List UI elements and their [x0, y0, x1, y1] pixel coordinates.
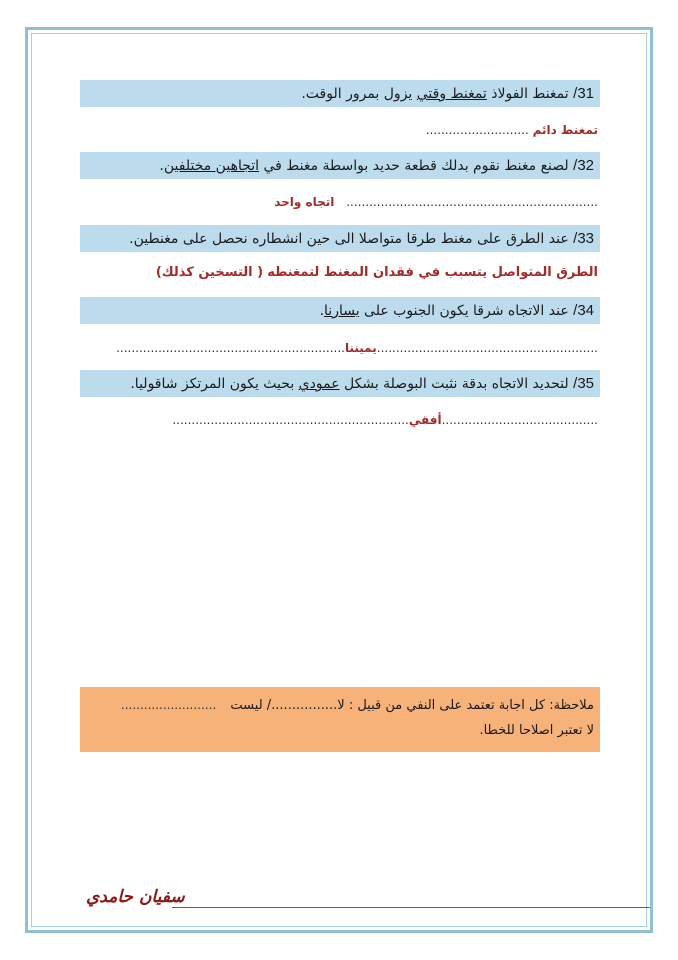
question-number: 33/ [573, 230, 594, 247]
answer-32: .................................................................. اتجاه واحد [274, 195, 598, 209]
answer-text: الطرق المتواصل يتسبب في فقدان المغنط لتمغنطه [267, 265, 598, 280]
note-line-2: لا تعتبر اصلاحا للخطا. [479, 723, 594, 738]
underlined-term: عمودي [298, 376, 340, 392]
underlined-term: تمغنط وقتي [416, 86, 487, 102]
question-33: 33/ عند الطرق على مغنط طرقا متواصلا الى حين انشطاره نحصل على مغنطين. [80, 225, 600, 252]
answer-text-note: ( التسخين كذلك) [155, 265, 264, 280]
question-31: 31/ تمغنط الفولاذ تمغنط وقتي يزول بمرور الوقت. [80, 80, 600, 107]
answer-text: تمغنط دائم [532, 123, 598, 137]
answer-31: تمغنط دائم ........................... [425, 123, 598, 137]
answer-text: أفقي [408, 413, 442, 427]
note-line-1: ملاحظة: كل اجابة تعتمد على النفي من قبيل : لا................/ ليست ......................... [120, 698, 594, 713]
question-number: 32/ [573, 157, 594, 174]
signature-line [172, 907, 650, 908]
question-number: 35/ [573, 375, 594, 392]
question-number: 31/ [573, 85, 594, 102]
note-box [80, 687, 600, 752]
question-32: 32/ لصنع مغنط نقوم بدلك قطعة حديد بواسطة مغنط في اتجاهين مختلفين. [80, 152, 600, 179]
answer-33 [156, 263, 598, 283]
answer-35: .........................................أفقي.............................................................. [172, 413, 598, 427]
answer-text: يميننا [344, 341, 377, 355]
answer-text: اتجاه واحد [274, 195, 335, 209]
underlined-term: اتجاهين مختلفين [163, 158, 260, 174]
question-35: 35/ لتحديد الاتجاه بدقة نثبت البوصلة بشكل عمودي بحيث يكون المرتكز شاقوليا. [80, 370, 600, 397]
question-34: 34/ عند الاتجاه شرقا يكون الجنوب على يسارنا. [80, 297, 600, 324]
note-label: ملاحظة: [545, 698, 594, 713]
answer-34: ..........................................................يميننا............................................................ [116, 341, 598, 355]
underlined-term: يسارنا [324, 303, 360, 319]
question-number: 34/ [573, 302, 594, 319]
signature: سفيان حامدي [86, 887, 185, 907]
